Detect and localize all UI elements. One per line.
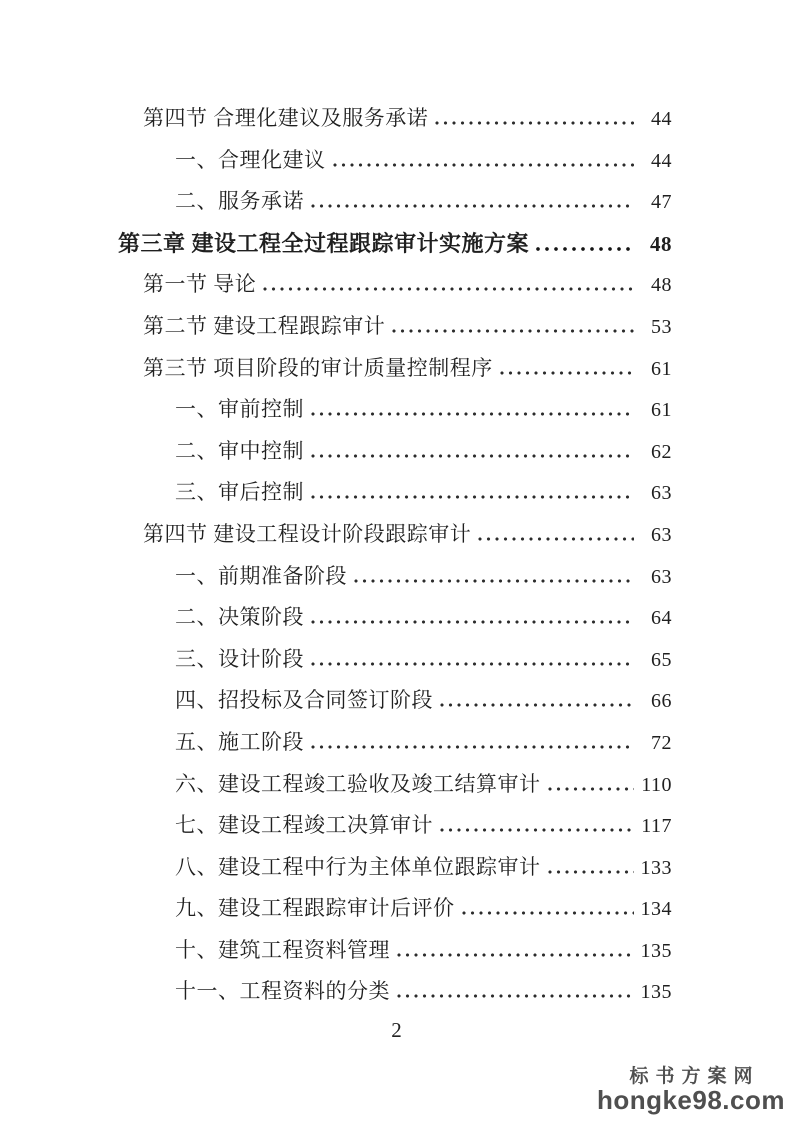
dot-leader xyxy=(548,870,635,874)
toc-entry[interactable] xyxy=(118,967,672,1009)
toc-entry-title: 第一节 导论 xyxy=(143,272,257,297)
toc-entry-page: 66 xyxy=(651,690,672,713)
toc-entry[interactable] xyxy=(118,136,672,178)
toc-entry-page: 44 xyxy=(651,108,672,130)
toc-entry-title: 二、服务承诺 xyxy=(175,189,304,214)
toc-entry-title: 第四节 合理化建议及服务承诺 xyxy=(143,106,429,130)
toc-entry-page: 63 xyxy=(651,482,672,505)
toc-entry[interactable] xyxy=(118,552,672,594)
toc-entry-page: 62 xyxy=(651,440,672,463)
toc-entry-page: 61 xyxy=(651,399,672,422)
watermark-site-name: 标书方案网 xyxy=(629,1065,760,1087)
toc-entry[interactable] xyxy=(118,635,672,677)
toc-entry-page: 135 xyxy=(640,981,672,1004)
toc-entry[interactable] xyxy=(118,427,672,469)
toc-entry[interactable] xyxy=(118,468,672,510)
toc-entry-title: 七、建设工程竣工决算审计 xyxy=(175,813,433,838)
toc-entry[interactable] xyxy=(118,843,672,885)
toc-entry-title: 五、施工阶段 xyxy=(175,729,304,754)
toc-entry-page: 63 xyxy=(651,523,672,546)
dot-leader xyxy=(462,911,635,915)
dot-leader xyxy=(500,371,634,375)
toc-entry[interactable] xyxy=(118,94,672,136)
dot-leader xyxy=(392,329,634,333)
toc-entry-page: 110 xyxy=(641,773,672,796)
dot-leader xyxy=(478,537,634,541)
toc-entry-title: 一、前期准备阶段 xyxy=(175,563,347,588)
toc-entry[interactable] xyxy=(118,760,672,802)
dot-leader xyxy=(354,579,634,583)
dot-leader xyxy=(548,787,635,791)
toc-entry-page: 48 xyxy=(650,231,672,256)
toc-entry-title: 八、建设工程中行为主体单位跟踪审计 xyxy=(175,854,541,879)
toc-entry[interactable] xyxy=(118,884,672,926)
toc-entry[interactable] xyxy=(118,510,672,552)
toc-entry-title: 四、招投标及合同签订阶段 xyxy=(175,688,433,713)
toc-entry-title: 九、建设工程跟踪审计后评价 xyxy=(175,896,455,921)
dot-leader xyxy=(536,247,634,251)
toc-entry-title: 十一、工程资料的分类 xyxy=(175,979,390,1004)
toc-entry-page: 63 xyxy=(651,565,672,588)
toc-entry-page: 72 xyxy=(651,731,672,754)
dot-leader xyxy=(311,745,634,749)
toc-entry-title: 第三节 项目阶段的审计质量控制程序 xyxy=(143,355,493,380)
toc-entry-page: 64 xyxy=(651,607,672,630)
dot-leader xyxy=(263,287,634,291)
toc-entry-title: 一、合理化建议 xyxy=(175,147,326,172)
toc-entry-page: 134 xyxy=(640,898,672,921)
toc-entry[interactable] xyxy=(118,177,672,219)
toc-entry-page: 117 xyxy=(641,815,672,838)
toc-entry-page: 44 xyxy=(651,149,672,172)
dot-leader xyxy=(311,204,634,208)
toc-entry-title: 二、决策阶段 xyxy=(175,605,304,630)
dot-leader xyxy=(311,662,634,666)
toc-entry-page: 133 xyxy=(640,856,672,879)
toc-entry-title: 第二节 建设工程跟踪审计 xyxy=(143,313,386,338)
page-number: 2 xyxy=(391,1018,402,1042)
toc-entry[interactable] xyxy=(118,219,672,261)
toc-entry-page: 48 xyxy=(651,274,672,297)
dot-leader xyxy=(440,828,634,832)
dot-leader xyxy=(311,412,634,416)
toc-entry-title: 一、审前控制 xyxy=(175,397,304,422)
toc-entry-title: 十、建筑工程资料管理 xyxy=(175,937,390,962)
dot-leader xyxy=(397,953,634,957)
toc-entry[interactable] xyxy=(118,801,672,843)
dot-leader xyxy=(440,703,634,707)
toc-entry-page: 65 xyxy=(651,648,672,671)
toc-entry-title: 二、审中控制 xyxy=(175,438,304,463)
dot-leader xyxy=(397,994,634,998)
toc-entry[interactable] xyxy=(118,676,672,718)
toc-entry-title: 第四节 建设工程设计阶段跟踪审计 xyxy=(143,521,472,546)
watermark-site-url: hongke98.com xyxy=(596,1084,785,1115)
toc-entry[interactable] xyxy=(118,926,672,968)
toc-entry[interactable] xyxy=(118,260,672,302)
toc-entry-page: 135 xyxy=(640,939,672,962)
toc-entry[interactable] xyxy=(118,385,672,427)
toc-entry-title: 第三章 建设工程全过程跟踪审计实施方案 xyxy=(118,230,530,256)
toc-entry[interactable] xyxy=(118,593,672,635)
toc-entry-title: 六、建设工程竣工验收及竣工结算审计 xyxy=(175,771,541,796)
dot-leader xyxy=(311,495,634,499)
dot-leader xyxy=(311,620,634,624)
toc-entry[interactable] xyxy=(118,718,672,760)
toc-entry-page: 53 xyxy=(651,315,672,338)
toc-entry-title: 三、审后控制 xyxy=(175,480,304,505)
toc-entry-page: 47 xyxy=(651,191,672,214)
table-of-contents xyxy=(118,94,672,1009)
dot-leader xyxy=(435,121,634,125)
site-watermark xyxy=(597,1067,785,1114)
dot-leader xyxy=(311,454,634,458)
toc-entry[interactable] xyxy=(118,344,672,386)
toc-entry-title: 三、设计阶段 xyxy=(175,646,304,671)
dot-leader xyxy=(333,163,635,167)
toc-entry[interactable] xyxy=(118,302,672,344)
toc-entry-page: 61 xyxy=(651,357,672,380)
